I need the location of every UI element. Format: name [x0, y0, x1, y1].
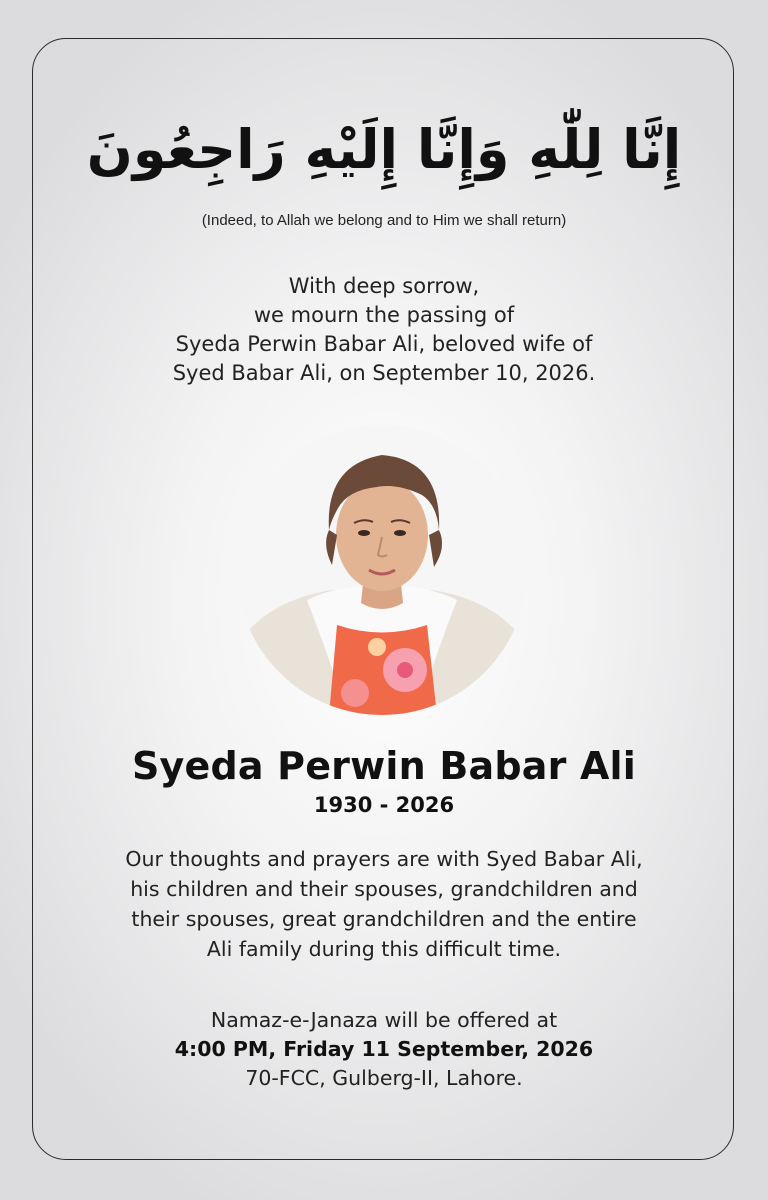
portrait-photo [237, 425, 527, 715]
janaza-datetime: 4:00 PM, Friday 11 September, 2026 [174, 1037, 594, 1061]
intro-line: With deep sorrow, [288, 274, 480, 298]
janaza-address: 70-FCC, Gulberg-II, Lahore. [245, 1066, 523, 1090]
condolence-line: their spouses, great grandchildren and the entire [131, 907, 637, 931]
portrait-illustration [237, 425, 527, 715]
condolence-line: Ali family during this difficult time. [206, 937, 562, 961]
condolence-line: his children and their spouses, grandchildren and [130, 877, 638, 901]
condolence-text [0, 844, 768, 964]
condolence-line: Our thoughts and prayers are with Syed Babar Ali, [125, 847, 643, 871]
verse-translation: (Indeed, to Allah we belong and to Him we shall return) [201, 212, 567, 229]
intro-line: Syeda Perwin Babar Ali, beloved wife of [175, 332, 593, 356]
janaza-intro: Namaz-e-Janaza will be offered at [210, 1008, 558, 1032]
intro-line: Syed Babar Ali, on September 10, 2026. [172, 361, 596, 385]
arabic-calligraphy: إِنَّا لِلّٰهِ وَإِنَّا إِلَيْهِ رَاجِعُونَ [86, 118, 682, 181]
intro-text [0, 272, 768, 388]
life-years: 1930 - 2026 [313, 793, 455, 817]
janaza-details [0, 1006, 768, 1093]
intro-line: we mourn the passing of [253, 303, 515, 327]
deceased-name: Syeda Perwin Babar Ali [131, 744, 637, 788]
